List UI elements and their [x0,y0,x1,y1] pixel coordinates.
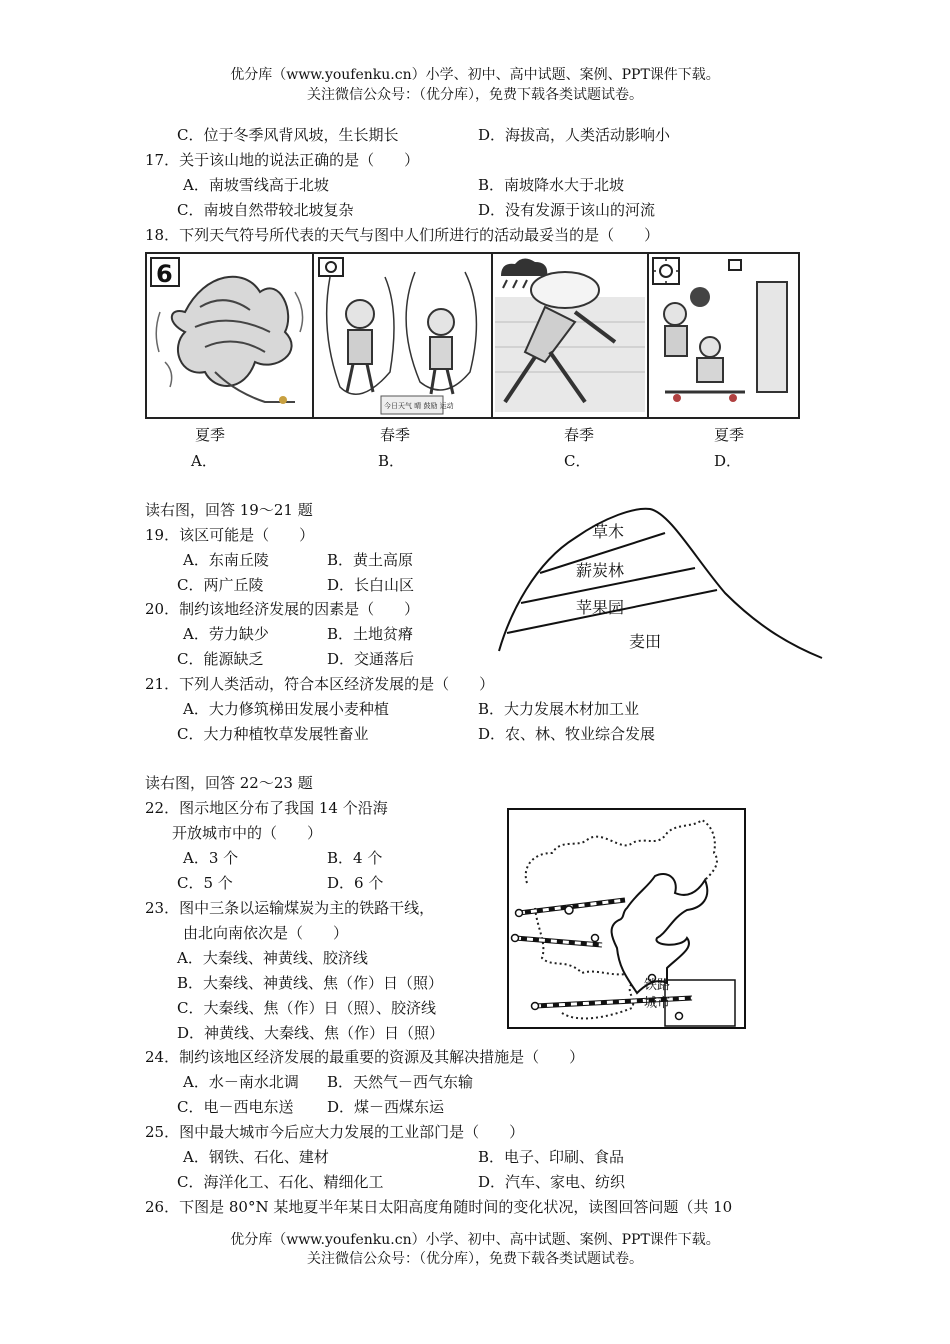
q24-stem: 24．制约该地区经济发展的最重要的资源及其解决措施是（ ） [145,1048,585,1066]
city-marker [565,906,573,914]
q22-option-c: C．5 个 [177,874,233,892]
q25-option-a: A．钢铁、石化、建材 [183,1148,329,1166]
q23-option-c: C．大秦线、焦（作）日（照）、胶济线 [177,999,436,1017]
q17-option-c: C．南坡自然带较北坡复杂 [177,201,354,219]
q22-option-a: A．3 个 [183,849,239,867]
city-marker [516,910,523,917]
weather-activity-figure [145,252,801,420]
city-marker [592,935,599,942]
q17-stem: 17．关于该山地的说法正确的是（ ） [145,151,420,169]
q21-option-c: C．大力种植牧草发展牲畜业 [177,725,369,743]
q18-panel-c-season: 春季 [564,426,595,444]
q24-option-b: B．天然气－西气东输 [327,1073,474,1091]
q18-option-c: C． [564,452,591,470]
q25-option-d: D．汽车、家电、纺织 [478,1173,626,1191]
q26-stem: 26．下图是 80°N 某地夏半年某日太阳高度角随时间的变化状况，读图回答问题（共 10 [145,1198,733,1216]
q19-option-d: D．长白山区 [327,576,415,594]
q16-option-d: D．海拔高，人类活动影响小 [478,126,671,144]
intro-19-21: 读右图，回答 19～21 题 [145,501,313,519]
q20-option-a: A．劳力缺少 [183,625,269,643]
footer-line-1: 优分库（www.youfenku.cn）小学、初中、高中试题、案例、PPT课件下载。 [230,1232,720,1248]
q18-panel-a-season: 夏季 [195,426,226,444]
typhoon-symbol-icon: 6 [156,260,173,288]
q18-option-d: D． [714,452,742,470]
zone-label-fuelwood-forest: 薪炭林 [576,561,625,580]
q21-stem: 21．下列人类活动，符合本区经济发展的是（ ） [145,675,495,693]
q23-option-b: B．大秦线、神黄线、焦（作）日（照） [177,974,444,992]
q20-stem: 20．制约该地经济发展的因素是（ ） [145,600,420,618]
q24-option-c: C．电－西电东送 [177,1098,294,1116]
city-marker [676,1013,683,1020]
q16-option-c: C．位于冬季风背风坡，生长期长 [177,126,399,144]
q22-stem-line-2: 开放城市中的（ ） [172,824,323,842]
q23-stem-line-1: 23．图中三条以运输煤炭为主的铁路干线， [145,899,435,917]
footer-line-2: 关注微信公众号：（优分库），免费下载各类试题试卷。 [307,1251,643,1267]
q23-stem-line-2: 由北向南依次是（ ） [183,924,349,942]
q22-option-b: B．4 个 [327,849,383,867]
panel-b-tiny-caption: 今日天气 晴 鼓励 运动 [384,402,454,410]
header-line-1: 优分库（www.youfenku.cn）小学、初中、高中试题、案例、PPT课件下载。 [230,67,720,83]
q19-option-a: A．东南丘陵 [183,551,269,569]
zone-label-wheat-field: 麦田 [629,632,662,651]
q18-option-b: B． [378,452,405,470]
header-line-2: 关注微信公众号：（优分库），免费下载各类试题试卷。 [307,87,643,103]
q20-option-b: B．土地贫瘠 [327,625,414,643]
q19-stem: 19．该区可能是（ ） [145,526,315,544]
q23-option-d: D．神黄线、大秦线、焦（作）日（照） [177,1024,445,1042]
q17-option-d: D．没有发源于该山的河流 [478,201,656,219]
q21-option-d: D．农、林、牧业综合发展 [478,725,656,743]
q25-option-b: B．电子、印刷、食品 [478,1148,625,1166]
city-marker [532,1003,539,1010]
q18-stem: 18．下列天气符号所代表的天气与图中人们所进行的活动最妥当的是（ ） [145,226,660,244]
q25-stem: 25．图中最大城市今后应大力发展的工业部门是（ ） [145,1123,525,1141]
zone-label-grass-wood: 草木 [592,522,625,541]
q18-option-a: A． [191,452,217,470]
q20-option-d: D．交通落后 [327,650,415,668]
q22-option-d: D．6 个 [327,874,384,892]
zone-label-apple-orchard: 苹果园 [576,598,625,617]
q24-option-d: D．煤－西煤东运 [327,1098,445,1116]
q25-option-c: C．海洋化工、石化、精细化工 [177,1173,384,1191]
q23-option-a: A．大秦线、神黄线、胶济线 [177,949,368,967]
north-china-railway-map [507,808,747,1030]
q20-option-c: C．能源缺乏 [177,650,264,668]
q18-panel-d-season: 夏季 [714,426,745,444]
q21-option-a: A．大力修筑梯田发展小麦种植 [183,700,389,718]
q17-option-b: B．南坡降水大于北坡 [478,176,625,194]
q18-panel-b-season: 春季 [380,426,411,444]
q24-option-a: A．水－南水北调 [183,1073,299,1091]
map-legend-city: 城市 [644,996,671,1011]
q19-option-c: C．两广丘陵 [177,576,264,594]
q17-option-a: A．南坡雪线高于北坡 [183,176,329,194]
intro-22-23: 读右图，回答 22～23 题 [145,774,313,792]
q22-stem-line-1: 22．图示地区分布了我国 14 个沿海 [145,799,388,817]
city-marker [512,935,519,942]
q21-option-b: B．大力发展木材加工业 [478,700,640,718]
q19-option-b: B．黄土高原 [327,551,414,569]
map-legend-railway: 铁路 [644,978,671,993]
